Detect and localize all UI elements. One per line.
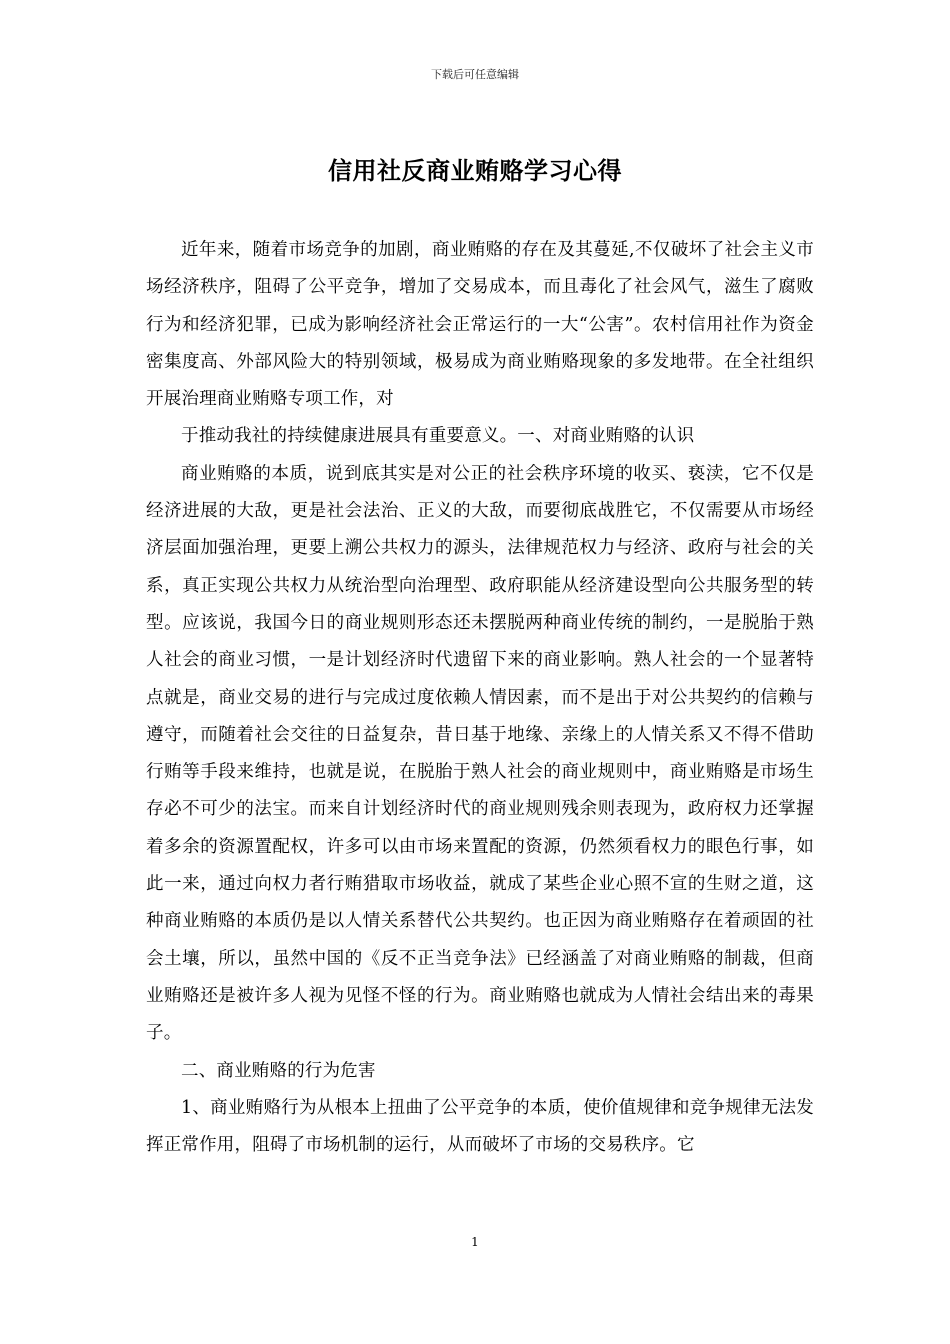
paragraph-harm-1: 1、商业贿赂行为从根本上扭曲了公平竞争的本质，使价值规律和竞争规律无法发挥正常作用，阻碍了市场机制的运行，从而破坏了市场的交易秩序。它 — [146, 1097, 814, 1156]
page-number: 1 — [471, 1235, 479, 1249]
section-heading-harms: 二、商业贿赂的行为危害 — [181, 1060, 376, 1081]
document-title: 信用社反商业贿赂学习心得 — [328, 157, 622, 185]
paragraph-continuation: 于推动我社的持续健康进展具有重要意义。一、对商业贿赂的认识 — [181, 426, 695, 447]
paragraph-essence: 商业贿赂的本质，说到底其实是对公正的社会秩序环境的收买、亵渎，它不仅是经济进展的大敌，更是社会法治、正义的大敌，而要彻底战胜它，不仅需要从市场经济层面加强治理，更要上溯公共权力的源头，法律规范权力与经济、政府与社会的关系，真正实现公共权力从统治型向治理型、政府职能从经济建设型向公共服务型的转型。应该说，我国今日的商业规则形态还未摆脱两种商业传统的制约，一是脱胎于熟人社会的商业习惯，一是计划经济时代遗留下来的商业影响。熟人社会的一个显著特点就是，商业交易的进行与完成过度依赖人情因素，而不是出于对公共契约的信赖与遵守，而随着社会交往的日益复杂，昔日基于地缘、亲缘上的人情关系又不得不借助行贿等手段来维持，也就是说，在脱胎于熟人社会的商业规则中，商业贿赂是市场生存必不可少的法宝。而来自计划经济时代的商业规则残余则表现为，政府权力还掌握着多余的资源置配权，许多可以由市场来置配的资源，仍然须看权力的眼色行事，如此一来，通过向权力者行贿猎取市场收益，就成了某些企业心照不宣的生财之道，这种商业贿赂的本质仍是以人情关系替代公共契约。也正因为商业贿赂存在着顽固的社会土壤，所以，虽然中国的《反不正当竞争法》已经涵盖了对商业贿赂的制裁，但商业贿赂还是被许多人视为见怪不怪的行为。商业贿赂也就成为人情社会结出来的毒果子。 — [146, 463, 814, 1044]
paragraph-intro: 近年来，随着市场竞争的加剧，商业贿赂的存在及其蔓延,不仅破坏了社会主义市场经济秩序，阻碍了公平竞争，增加了交易成本，而且毒化了社会风气，滋生了腐败行为和经济犯罪，已成为影响经济社会正常运行的一大“公害”。农村信用社作为资金密集度高、外部风险大的特别领域，极易成为商业贿赂现象的多发地带。在全社组织开展治理商业贿赂专项工作，对 — [146, 240, 814, 410]
page-header-note: 下载后可任意编辑 — [431, 68, 519, 81]
document-body — [146, 232, 814, 1164]
